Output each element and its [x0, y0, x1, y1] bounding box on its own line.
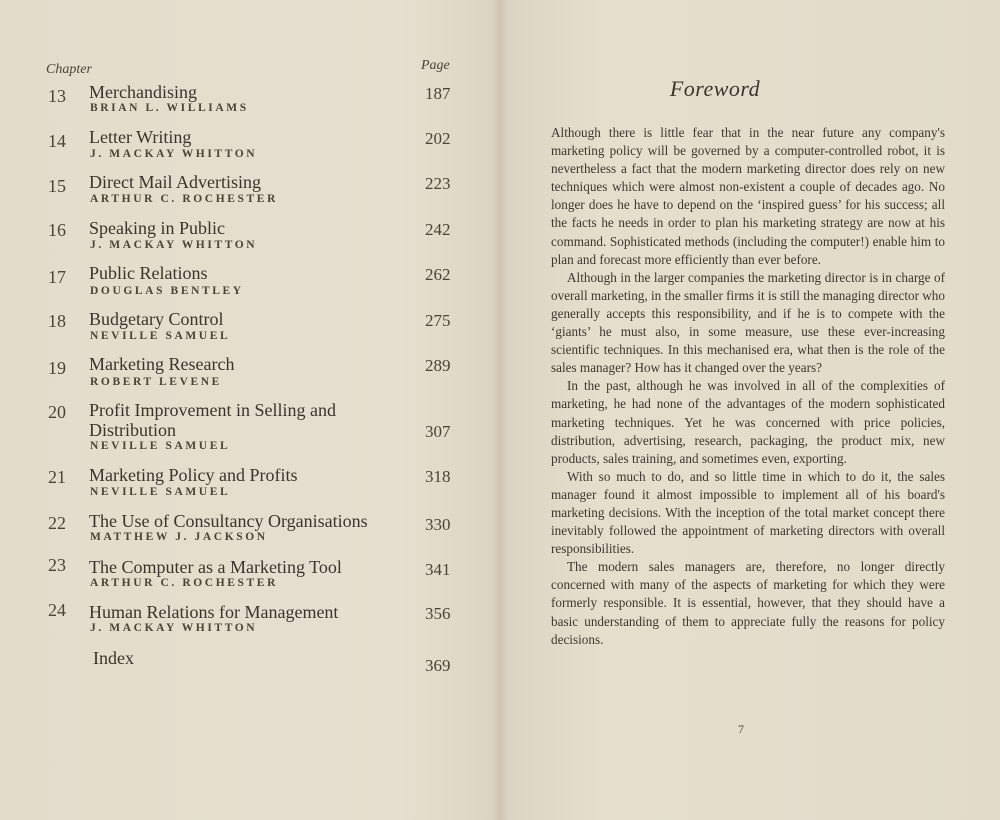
foreword-body [551, 124, 945, 649]
chapter-page: 187 [425, 84, 451, 103]
chapter-page: 330 [425, 515, 451, 534]
chapter-author: NEVILLE SAMUEL [90, 440, 231, 452]
chapter-author: J. MACKAY WHITTON [90, 622, 258, 634]
foreword-paragraph: The modern sales managers are, therefore, no longer directly concerned with many of the aspects of marketing for which they were formerly responsible. It is essential, however, that they should have a basic understanding of them to appreciate fully the reasons for policy decisions. [551, 559, 945, 647]
chapter-page: 341 [425, 560, 451, 579]
chapter-title: The Computer as a Marketing Tool [89, 557, 342, 577]
chapter-column-label: Chapter [46, 62, 92, 77]
foreword-paragraph: With so much to do, and so little time in which to do it, the sales manager found it almost impossible to implement all of his board's marketing decisions. With the inception of the total market concept there inevitably followed the appointment of marketing directors with overall responsibilities. [551, 468, 945, 557]
chapter-page: 307 [425, 422, 451, 441]
page-number: 7 [738, 722, 744, 736]
foreword-heading: Foreword [669, 76, 761, 101]
contents-page [0, 0, 495, 820]
chapter-number: 13 [48, 86, 66, 106]
chapter-page: 242 [425, 220, 451, 239]
chapter-author: ARTHUR C. ROCHESTER [90, 577, 278, 589]
chapter-number: 14 [48, 131, 66, 151]
chapter-title: Budgetary Control [89, 309, 224, 329]
chapter-title: The Use of Consultancy Organisations [89, 511, 368, 531]
chapter-page: 202 [425, 129, 451, 148]
index-title: Index [93, 648, 134, 668]
chapter-number: 21 [48, 467, 66, 487]
chapter-title: Speaking in Public [89, 218, 225, 238]
chapter-author: ROBERT LEVENE [90, 376, 222, 388]
chapter-title: Direct Mail Advertising [89, 172, 261, 192]
index-page: 369 [425, 656, 451, 675]
chapter-author: BRIAN L. WILLIAMS [90, 102, 249, 114]
chapter-number: 18 [48, 311, 66, 331]
chapter-number: 20 [48, 402, 66, 422]
foreword-page [505, 0, 1000, 820]
chapter-number: 22 [48, 513, 66, 533]
chapter-author: DOUGLAS BENTLEY [90, 285, 244, 297]
chapter-number: 17 [48, 267, 66, 287]
chapter-number: 16 [48, 220, 66, 240]
chapter-author: NEVILLE SAMUEL [90, 486, 231, 498]
chapter-number: 19 [48, 358, 66, 378]
chapter-page: 275 [425, 311, 451, 330]
chapter-page: 262 [425, 265, 451, 284]
chapter-page: 289 [425, 356, 451, 375]
chapter-title: Letter Writing [89, 127, 192, 147]
chapter-author: J. MACKAY WHITTON [90, 148, 258, 160]
chapter-title: Merchandising [89, 82, 197, 102]
chapter-title: Profit Improvement in Selling and Distribution [89, 400, 336, 440]
chapter-title: Human Relations for Management [89, 602, 339, 622]
chapter-title: Marketing Research [89, 354, 235, 374]
chapter-title: Marketing Policy and Profits [89, 465, 298, 485]
chapter-title: Public Relations [89, 263, 208, 283]
chapter-author: MATTHEW J. JACKSON [90, 531, 268, 543]
foreword-paragraph: Although in the larger companies the marketing director is in charge of overall marketing, in the smaller firms it is still the managing director who generally accepts this responsibility, and if he is to compete with the ‘giants’ he must also, in some measure, use these ever-increasing scientific techniques. In this mechanised era, what then is the role of the sales manager? How has it changed over the years? [551, 269, 945, 376]
page-column-label: Page [421, 58, 450, 73]
chapter-author: NEVILLE SAMUEL [90, 330, 231, 342]
chapter-number: 24 [48, 600, 66, 620]
chapter-author: J. MACKAY WHITTON [90, 239, 258, 251]
chapter-author: ARTHUR C. ROCHESTER [90, 193, 278, 205]
chapter-number: 15 [48, 176, 66, 196]
chapter-page: 356 [425, 604, 451, 623]
chapter-page: 318 [425, 467, 451, 486]
chapter-number: 23 [48, 555, 66, 575]
chapter-page: 223 [425, 174, 451, 193]
foreword-paragraph: Although there is little fear that in the near future any company's marketing policy will be governed by a computer-controlled robot, it is nevertheless a fact that the modern marketing director does rely on new techniques which were almost non-existent a couple of decades ago. No longer does he have to depend on the ‘inspired guess’ for his success; all the facts he needs in order to plan his marketing strategy are now at his command. Sophisticated methods (including the computer!) enable him to plan and forecast more efficiently than ever before. [551, 125, 945, 267]
foreword-paragraph: In the past, although he was involved in all of the complexities of marketing, he had none of the advantages of the modern sophisticated marketing techniques. Yet he was concerned with price policies, distribution, advertising, research, packaging, the product mix, new products, sales training, and sometimes even, exporting. [551, 378, 945, 466]
